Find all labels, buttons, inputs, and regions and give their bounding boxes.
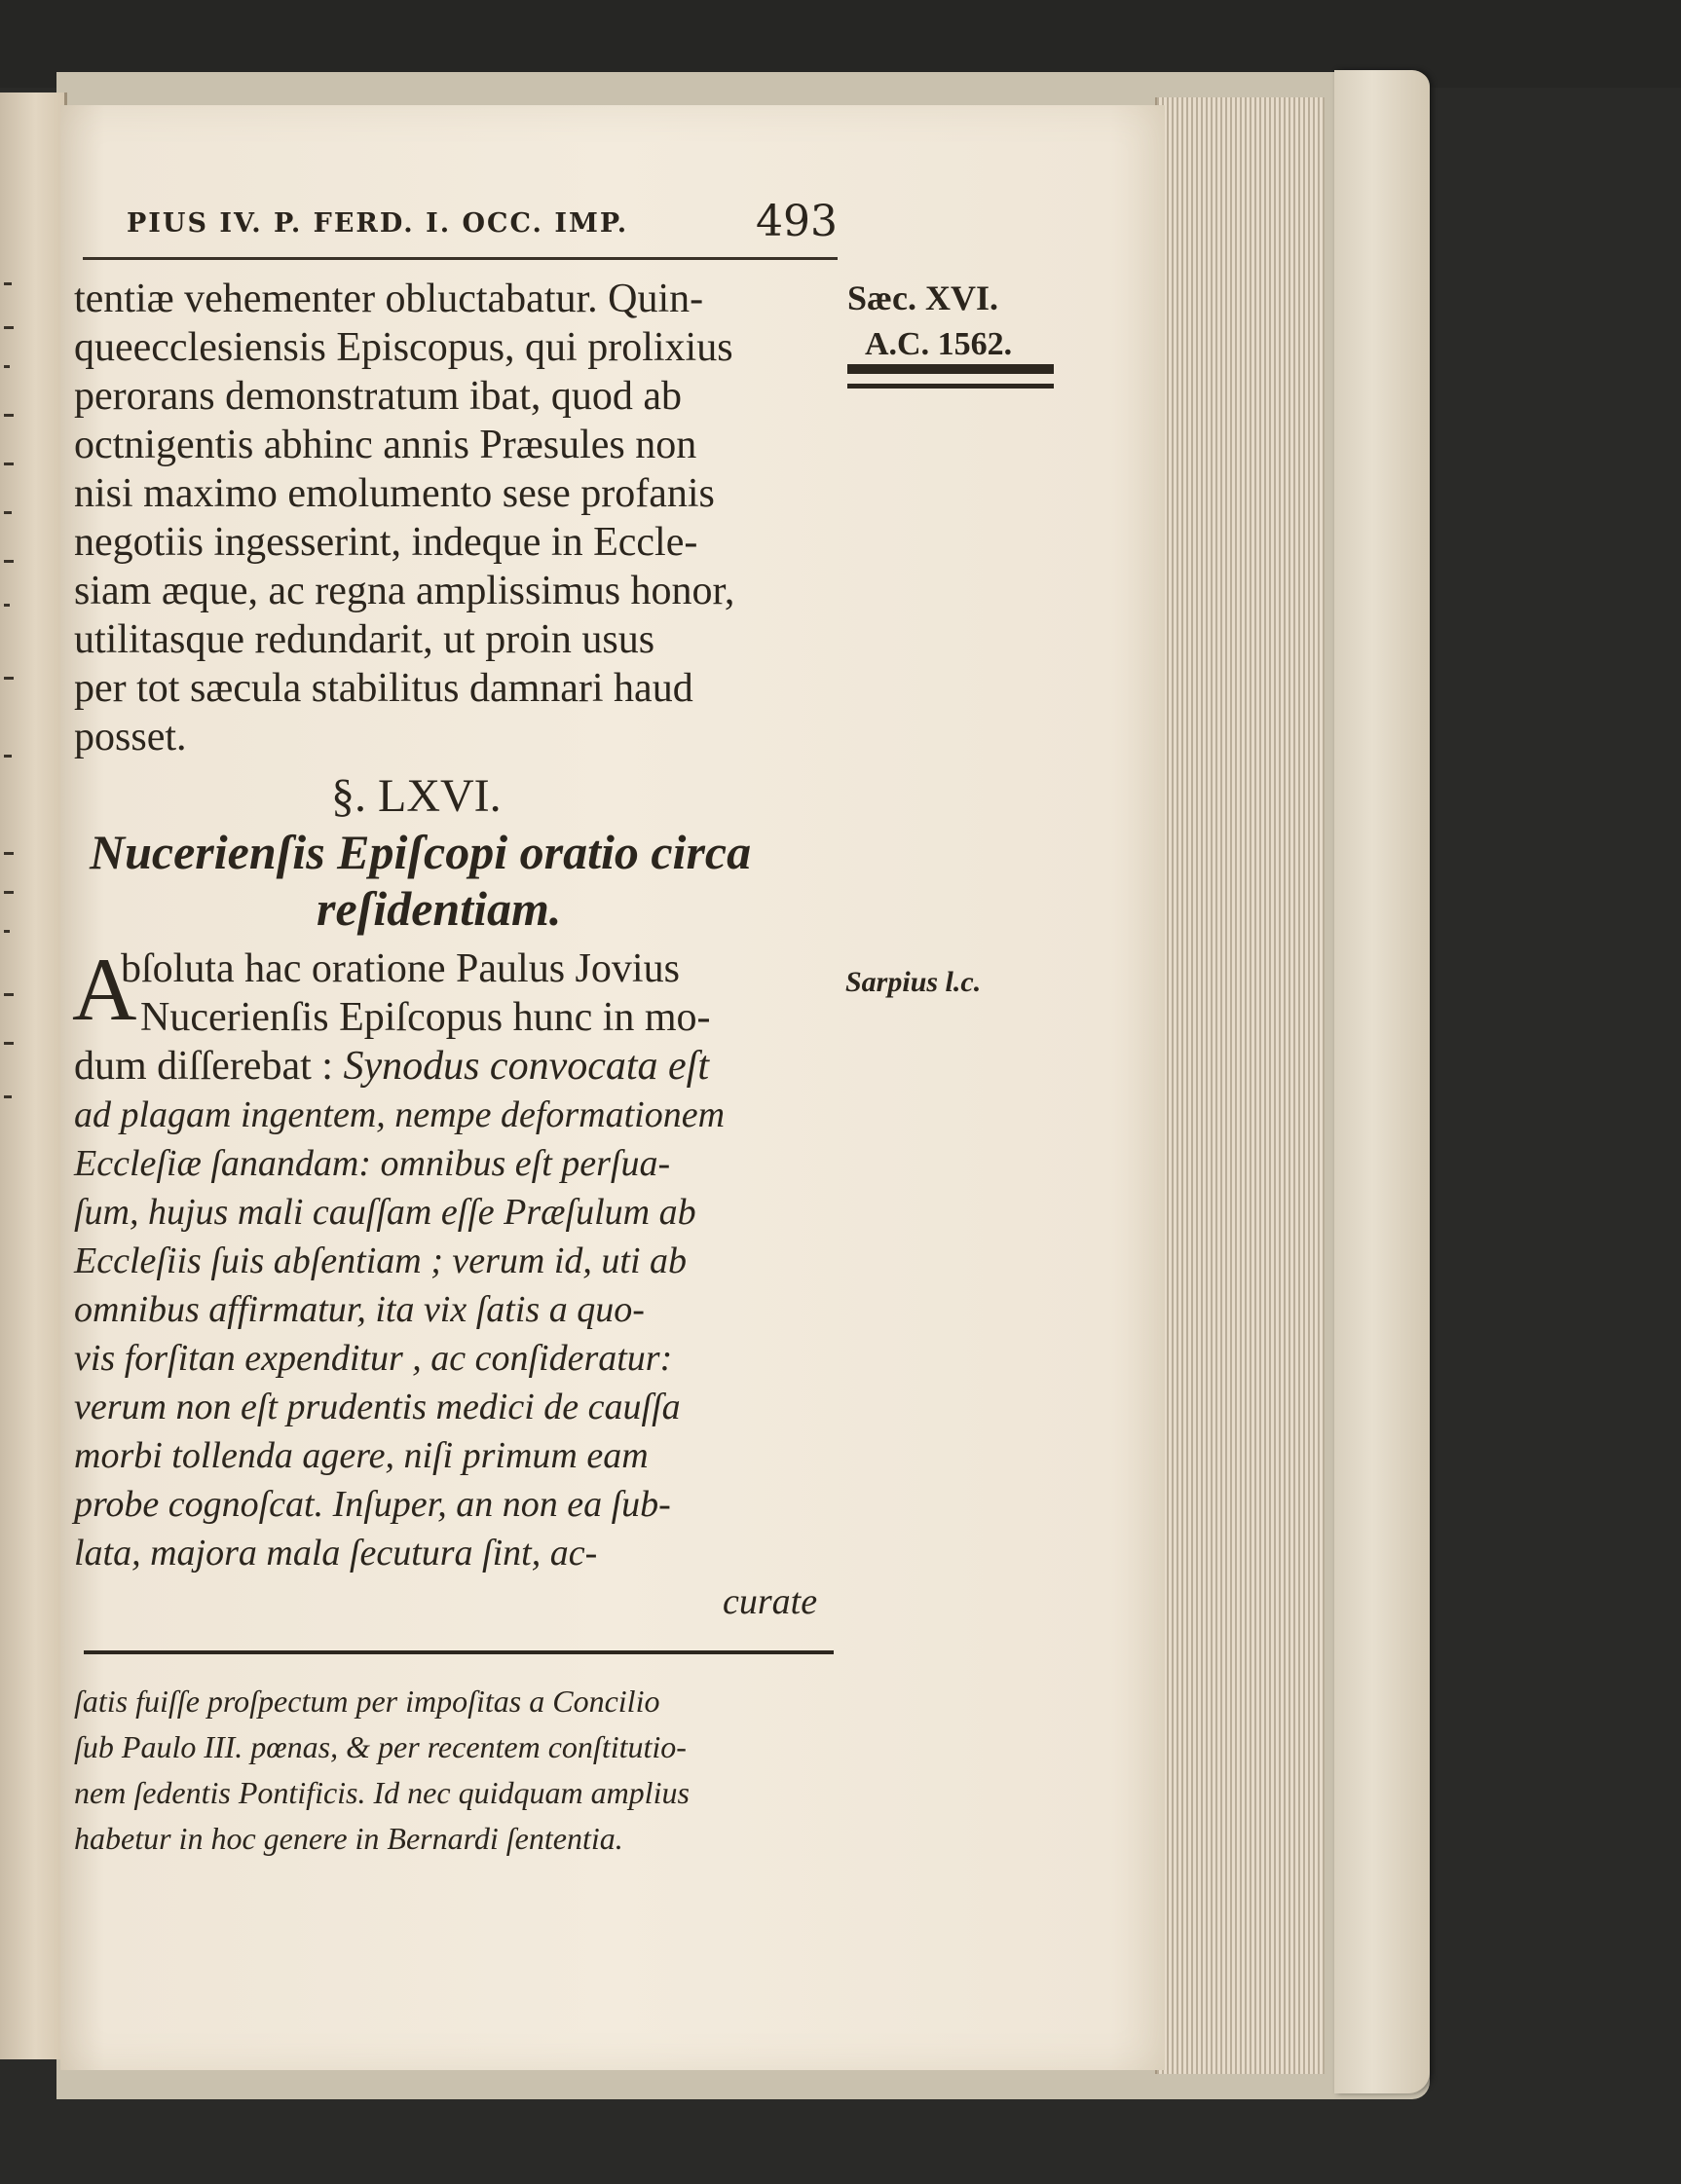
drop-cap: A xyxy=(72,940,137,1039)
text-line: verum non eſt prudentis medici de cauſſa xyxy=(74,1387,681,1427)
text-fragment xyxy=(4,414,14,417)
margin-year: A.C. 1562. xyxy=(865,326,1013,362)
text-fragment xyxy=(4,891,14,894)
cover-edge xyxy=(1334,70,1430,2093)
text-line: bſoluta hac oratione Paulus Jovius xyxy=(121,946,680,991)
text-line: octnigentis abhinc annis Præsules non xyxy=(74,423,697,467)
text-fragment xyxy=(4,365,10,368)
text-line: morbi tollenda agere, niſi primum eam xyxy=(74,1435,649,1476)
text-line xyxy=(74,1042,843,1091)
text-fragment xyxy=(4,993,14,996)
section-title-line1: Nucerienſis Epiſcopi oratio circa xyxy=(90,825,752,879)
previous-page-edge xyxy=(0,93,67,2059)
text-line: nisi maximo emolumento sese profanis xyxy=(74,471,715,516)
text-line: ad plagam ingentem, nempe deformationem xyxy=(74,1094,726,1135)
text-line: Eccleſiæ ſanandam: omnibus eſt perſua- xyxy=(74,1143,671,1184)
margin-rule-thin xyxy=(847,384,1054,389)
text-fragment xyxy=(4,326,14,329)
text-line: per tot sæcula stabilitus damnari haud xyxy=(74,666,693,711)
text-line: omnibus affirmatur, ita vix ſatis a quo- xyxy=(74,1289,645,1330)
text-fragment xyxy=(4,677,14,680)
section-title-line2: reſidentiam. xyxy=(317,881,562,936)
text-fragment xyxy=(4,604,10,607)
text-fragment xyxy=(4,1042,14,1045)
margin-saeculum: Sæc. XVI. xyxy=(847,278,999,317)
catchword: curate xyxy=(723,1581,818,1622)
text-fragment xyxy=(4,930,10,933)
header-rule xyxy=(83,257,838,260)
text-line: Nucerienſis Epiſcopus hunc in mo- xyxy=(140,995,711,1040)
text-line: ſum, hujus mali cauſſam eſſe Præſulum ab xyxy=(74,1192,696,1233)
text-fragment xyxy=(4,755,12,758)
text-line: vis forſitan expenditur , ac conſideratur: xyxy=(74,1338,673,1379)
margin-rule-thick xyxy=(847,364,1054,374)
text-line: posset. xyxy=(74,715,187,759)
text-fragment xyxy=(4,1095,12,1098)
text-fragment xyxy=(4,511,12,514)
text-line: probe cognoſcat. Inſuper, an non ea ſub- xyxy=(74,1484,671,1525)
running-header xyxy=(127,195,838,249)
text-fragment xyxy=(4,852,14,855)
footnote-line: habetur in hoc genere in Bernardi ſententia. xyxy=(74,1821,623,1856)
footnote-line: nem ſedentis Pontificis. Id nec quidquam amplius xyxy=(74,1775,690,1810)
text-line: perorans demonstratum ibat, quod ab xyxy=(74,374,683,419)
text-line: negotiis ingesserint, indeque in Eccle- xyxy=(74,520,698,565)
text-line: Eccleſiis ſuis abſentiam ; verum id, uti ab xyxy=(74,1240,688,1281)
margin-sarpius: Sarpius l.c. xyxy=(845,966,982,998)
text-line: utilitasque redundarit, ut proin usus xyxy=(74,617,655,662)
text-line: tentiæ vehementer obluctabatur. Quin- xyxy=(74,277,704,321)
page-stack-edge xyxy=(1155,97,1325,2074)
text-span: dum diſſerebat : xyxy=(74,1044,344,1089)
text-fragment xyxy=(4,560,14,563)
text-fragment xyxy=(4,282,12,285)
text-line: lata, majora mala ſecutura ſint, ac- xyxy=(74,1533,598,1573)
page-number: 493 xyxy=(756,197,838,246)
text-line: siam æque, ac regna amplissimus honor, xyxy=(74,569,735,613)
running-title: PIUS IV. P. FERD. I. OCC. IMP. xyxy=(127,208,629,239)
italic-span: Synodus convocata eſt xyxy=(343,1044,709,1089)
text-line: queecclesiensis Episcopus, qui prolixius xyxy=(74,325,733,370)
footnote-rule xyxy=(84,1650,834,1654)
text-fragment xyxy=(4,463,14,465)
section-number: §. LXVI. xyxy=(331,770,502,822)
footnote-line: ſatis fuiſſe proſpectum per impoſitas a Concilio xyxy=(74,1684,660,1719)
footnote-line: ſub Paulo III. pœnas, & per recentem conſtitutio- xyxy=(74,1729,687,1764)
